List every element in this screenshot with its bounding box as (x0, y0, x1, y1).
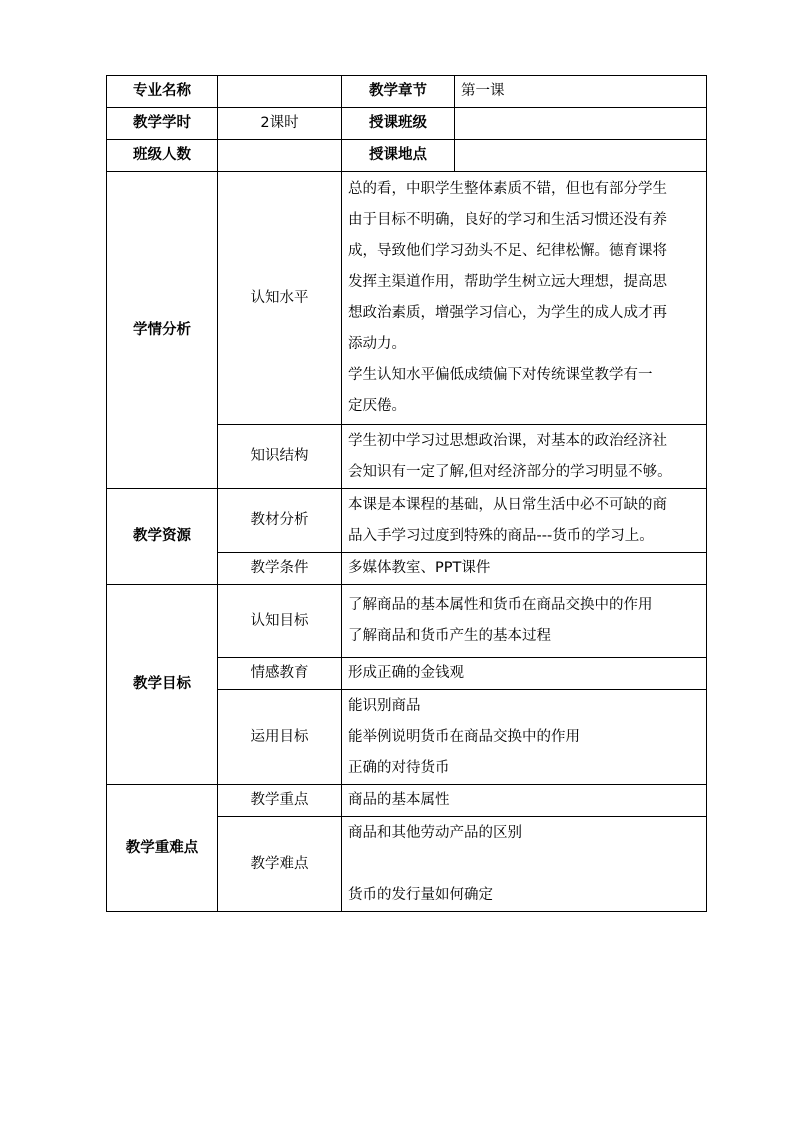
table-row (107, 76, 707, 108)
table-row (107, 172, 707, 425)
cognitive-goal-label: 认知目标 (218, 585, 342, 658)
objectives-label: 教学目标 (107, 585, 218, 785)
conditions-value: 多媒体教室、PPT课件 (342, 553, 707, 585)
blank-line (348, 849, 700, 880)
cognitive-goal-text: 了解商品的基本属性和货币在商品交换中的作用 了解商品和货币产生的基本过程 (342, 585, 707, 658)
hours-value: 2课时 (218, 108, 342, 140)
table-row (107, 785, 707, 817)
knowledge-structure-text: 学生初中学习过思想政治课，对基本的政治经济社 会知识有一定了解,但对经济部分的学习明显不够。 (342, 425, 707, 489)
knowledge-structure-label: 知识结构 (218, 425, 342, 489)
chapter-value: 第一课 (455, 76, 707, 108)
location-label: 授课地点 (342, 140, 455, 172)
lesson-plan-table (106, 75, 707, 912)
table-row (107, 489, 707, 553)
hours-label: 教学学时 (107, 108, 218, 140)
emotional-label: 情感教育 (218, 658, 342, 690)
difficulty-text: 商品和其他劳动产品的区别 货币的发行量如何确定 (342, 817, 707, 912)
conditions-label: 教学条件 (218, 553, 342, 585)
textbook-analysis-label: 教材分析 (218, 489, 342, 553)
resources-label: 教学资源 (107, 489, 218, 585)
major-name-value (218, 76, 342, 108)
location-value (455, 140, 707, 172)
applied-goal-label: 运用目标 (218, 690, 342, 785)
cognitive-level-text: 总的看，中职学生整体素质不错，但也有部分学生 由于目标不明确，良好的学习和生活习惯还没有养 成，导致他们学习劲头不足、纪律松懈。德育课将 发挥主渠道作用，帮助学生树立远大理想，提高思 想政治素质，增强学习信心，为学生的成人成才再 添动力。 学生认知水平偏低成绩偏下对传统课堂教学有一 定厌倦。 (342, 172, 707, 425)
key-points-label: 教学重难点 (107, 785, 218, 912)
major-name-label: 专业名称 (107, 76, 218, 108)
chapter-label: 教学章节 (342, 76, 455, 108)
emotional-value: 形成正确的金钱观 (342, 658, 707, 690)
textbook-analysis-text: 本课是本课程的基础，从日常生活中必不可缺的商 品入手学习过度到特殊的商品---货币的学习上。 (342, 489, 707, 553)
class-size-label: 班级人数 (107, 140, 218, 172)
class-size-value (218, 140, 342, 172)
cognitive-level-label: 认知水平 (218, 172, 342, 425)
class-label: 授课班级 (342, 108, 455, 140)
table-row (107, 108, 707, 140)
table-row (107, 140, 707, 172)
applied-goal-text: 能识别商品 能举例说明货币在商品交换中的作用 正确的对待货币 (342, 690, 707, 785)
focus-label: 教学重点 (218, 785, 342, 817)
table-row (107, 585, 707, 658)
learning-analysis-label: 学情分析 (107, 172, 218, 489)
difficulty-label: 教学难点 (218, 817, 342, 912)
class-value (455, 108, 707, 140)
focus-value: 商品的基本属性 (342, 785, 707, 817)
